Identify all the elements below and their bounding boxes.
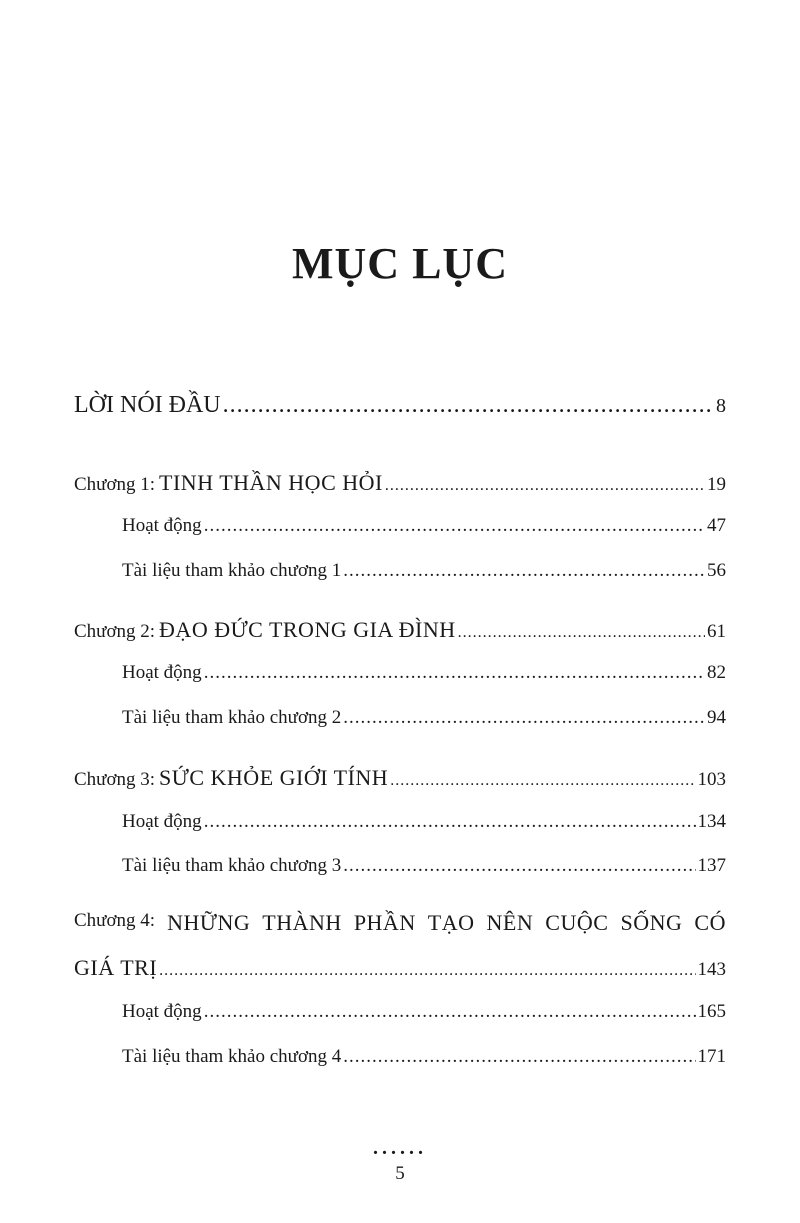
dot-leader — [204, 1001, 696, 1023]
toc-entry-label: Hoạt động — [122, 662, 202, 683]
dot-leader — [343, 855, 695, 877]
footer-ornament: ...... — [373, 1137, 427, 1159]
toc-entry-chapter-1-references[interactable] — [122, 560, 726, 582]
toc-entry-label: Hoạt động — [122, 515, 202, 536]
dot-leader — [204, 811, 696, 833]
chapter-title: ĐẠO ĐỨC TRONG GIA ĐÌNH — [159, 617, 456, 642]
toc-entry-label: Tài liệu tham khảo chương 3 — [122, 855, 342, 876]
chapter-title-word: CÓ — [694, 910, 726, 935]
toc-entry-chapter-4-activities[interactable] — [122, 1001, 726, 1023]
toc-entry-page: 143 — [697, 959, 726, 980]
chapter-title-word: SỐNG — [620, 910, 683, 935]
chapter-prefix: Chương 3: — [74, 769, 156, 790]
toc-entry-page: 8 — [716, 395, 726, 417]
chapter-title-word: TẠO — [427, 910, 475, 935]
toc-entry-label: Hoạt động — [122, 1001, 202, 1022]
toc-entry-page: 94 — [707, 707, 726, 728]
toc-entry-chapter-4-references[interactable] — [122, 1046, 726, 1068]
chapter-title-word: CUỘC — [545, 910, 609, 935]
toc-entry-chapter-4[interactable] — [74, 955, 726, 981]
dot-leader — [159, 962, 695, 980]
toc-entry-page: 137 — [697, 855, 726, 876]
toc-entry-page: 56 — [707, 560, 726, 581]
page-title: MỤC LỤC — [292, 239, 508, 288]
dot-leader — [343, 1046, 695, 1068]
toc-entry-intro[interactable] — [74, 392, 726, 419]
toc-entry-chapter-3-references[interactable] — [122, 855, 726, 877]
toc-entry-chapter-2[interactable] — [74, 617, 726, 643]
dot-leader — [458, 624, 705, 642]
toc-entry-chapter-4-title-line[interactable] — [74, 910, 726, 936]
chapter-title-continued: GIÁ TRỊ — [74, 955, 158, 980]
toc-entry-page: 47 — [707, 515, 726, 536]
toc-entry-page: 171 — [697, 1046, 726, 1067]
dot-leader — [204, 515, 705, 537]
chapter-prefix: Chương 1: — [74, 474, 156, 495]
dot-leader — [204, 662, 705, 684]
toc-entry-page: 19 — [707, 474, 726, 495]
toc-entry-chapter-3[interactable] — [74, 765, 726, 791]
toc-entry-chapter-2-activities[interactable] — [122, 662, 726, 684]
toc-entry-label: Tài liệu tham khảo chương 4 — [122, 1046, 342, 1067]
toc-entry-page: 82 — [707, 662, 726, 683]
toc-entry-chapter-1[interactable] — [74, 470, 726, 496]
dot-leader — [343, 707, 705, 729]
chapter-title-word: NÊN — [486, 910, 534, 935]
chapter-title: TINH THẦN HỌC HỎI — [159, 470, 383, 495]
toc-entry-chapter-2-references[interactable] — [122, 707, 726, 729]
toc-entry-label: Tài liệu tham khảo chương 2 — [122, 707, 342, 728]
toc-entry-page: 165 — [697, 1001, 726, 1022]
chapter-title-word: PHẦN — [353, 910, 416, 935]
toc-entry-label: LỜI NÓI ĐẦU — [74, 392, 221, 418]
dot-leader — [390, 772, 695, 790]
dot-leader — [223, 392, 714, 419]
chapter-prefix: Chương 4: — [74, 910, 156, 931]
dot-leader — [343, 560, 705, 582]
chapter-title: SỨC KHỎE GIỚI TÍNH — [159, 765, 389, 790]
chapter-prefix: Chương 2: — [74, 621, 156, 642]
dot-leader — [385, 477, 705, 495]
toc-entry-page: 103 — [697, 769, 726, 790]
chapter-title-word: THÀNH — [262, 910, 342, 935]
toc-entry-label: Hoạt động — [122, 811, 202, 832]
chapter-title-word: NHỮNG — [167, 910, 251, 935]
toc-entry-chapter-1-activities[interactable] — [122, 515, 726, 537]
toc-entry-label: Tài liệu tham khảo chương 1 — [122, 560, 342, 581]
toc-entry-page: 61 — [707, 621, 726, 642]
toc-entry-page: 134 — [697, 811, 726, 832]
toc-entry-chapter-3-activities[interactable] — [122, 811, 726, 833]
page-number: 5 — [395, 1163, 405, 1184]
